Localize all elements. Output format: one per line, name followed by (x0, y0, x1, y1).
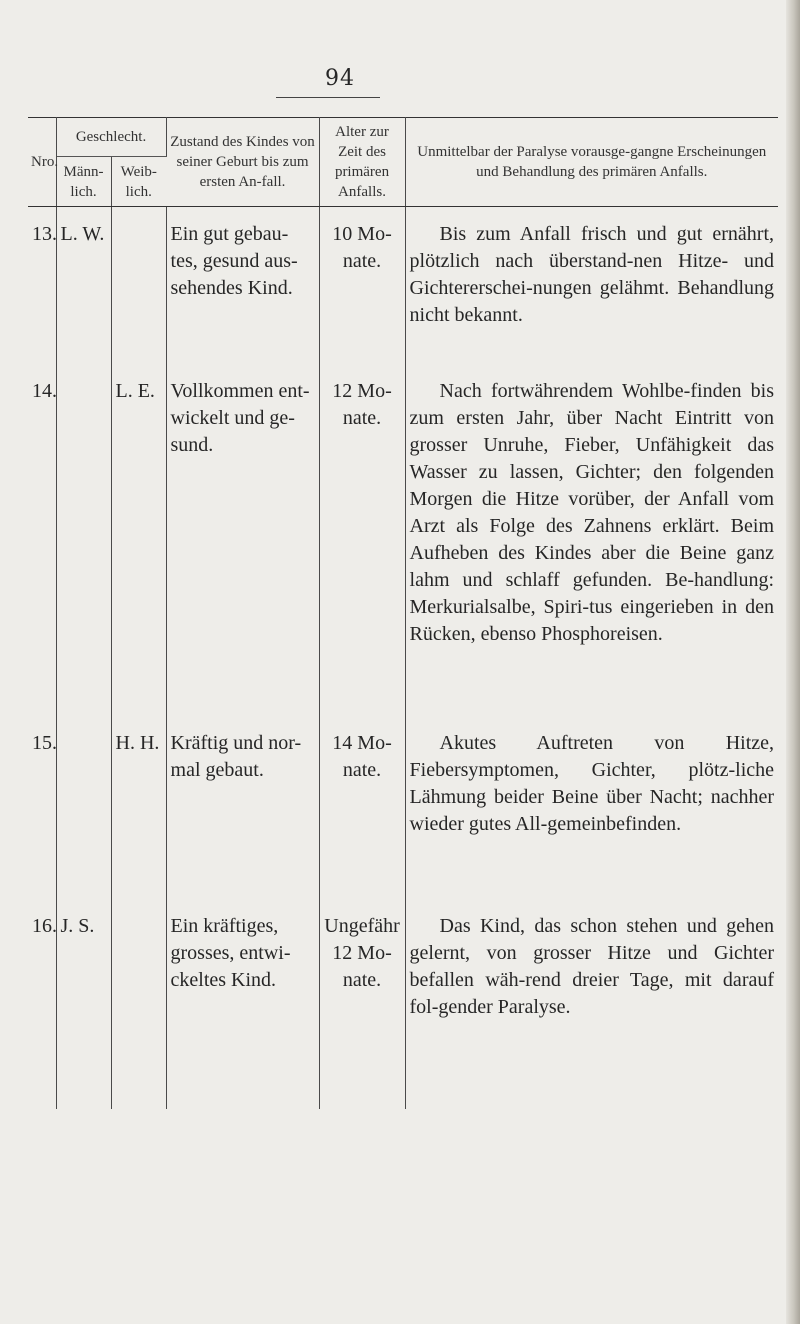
row-condition: Kräftig und nor-mal gebaut. (166, 716, 319, 899)
table-row (28, 716, 778, 899)
row-female: H. H. (111, 716, 166, 899)
row-symptoms: Bis zum Anfall frisch und gut ernährt, plötzlich nach überstand-nen Hitze- und Gichtererschei-nungen gelähmt. Behandlung nicht bekannt. (409, 223, 775, 326)
row-male: L. W. (56, 207, 111, 364)
table-row (28, 207, 778, 364)
row-nro: 15. (28, 716, 56, 899)
row-age: 12 Mo-nate. (319, 364, 405, 716)
row-symptoms: Akutes Auftreten von Hitze, Fiebersymptomen, Gichter, plötz-liche Lähmung beider Beine über Nacht; nachher wieder gutes All-gemeinbefinden. (409, 731, 775, 835)
row-condition: Vollkommen ent-wickelt und ge-sund. (166, 364, 319, 716)
header-female: Weib-lich. (111, 157, 166, 207)
row-symptoms: Das Kind, das schon stehen und gehen gelernt, von grosser Hitze und Gichter befallen wäh-rend dreier Tage, mit darauf fol-gender Paralyse. (409, 914, 775, 1018)
header-age: Alter zur Zeit des primären Anfalls. (319, 118, 405, 207)
row-female (111, 899, 166, 1109)
row-female (111, 207, 166, 364)
header-sex: Geschlecht. (56, 118, 166, 157)
row-condition: Ein kräftiges, grosses, entwi-ckeltes Kind. (166, 899, 319, 1109)
header-condition: Zustand des Kindes von seiner Geburt bis zum ersten An-fall. (166, 118, 319, 207)
page-binding-edge (786, 0, 800, 1324)
row-age: 14 Mo-nate. (319, 716, 405, 899)
row-age: Ungefähr 12 Mo-nate. (319, 899, 405, 1109)
page-number-rule (276, 97, 380, 98)
table-row (28, 899, 778, 1109)
header-male: Männ-lich. (56, 157, 111, 207)
record-table (28, 117, 778, 1109)
row-age: 10 Mo-nate. (319, 207, 405, 364)
record-table-container (28, 117, 778, 1109)
table-row (28, 364, 778, 716)
header-nro: Nro. (28, 118, 56, 207)
row-condition: Ein gut gebau-tes, gesund aus-sehendes Kind. (166, 207, 319, 364)
row-male (56, 716, 111, 899)
row-nro: 16. (28, 899, 56, 1109)
row-symptoms: Nach fortwährendem Wohlbe-finden bis zum ersten Jahr, über Nacht Eintritt von grosser Unruhe, Fieber, Unfähigkeit das Wasser zu lassen, Gichter; den folgenden Morgen die Hitze vorüber, der Anfall vom Arzt als Folge des Zahnens erklärt. Beim Aufheben des Kindes aber die Beine ganz lahm und schlaff gefunden. Be-handlung: Merkurialsalbe, Spiri-tus eingerieben in den Rücken, ebenso Phosphoreisen. (409, 379, 775, 645)
row-female: L. E. (111, 364, 166, 716)
row-nro: 13. (28, 207, 56, 364)
row-male (56, 364, 111, 716)
header-symptoms: Unmittelbar der Paralyse vorausge-gangne Erscheinungen und Behandlung des primären Anfalls. (405, 118, 778, 207)
row-male: J. S. (56, 899, 111, 1109)
row-nro: 14. (28, 364, 56, 716)
page-number: 94 (325, 66, 355, 91)
